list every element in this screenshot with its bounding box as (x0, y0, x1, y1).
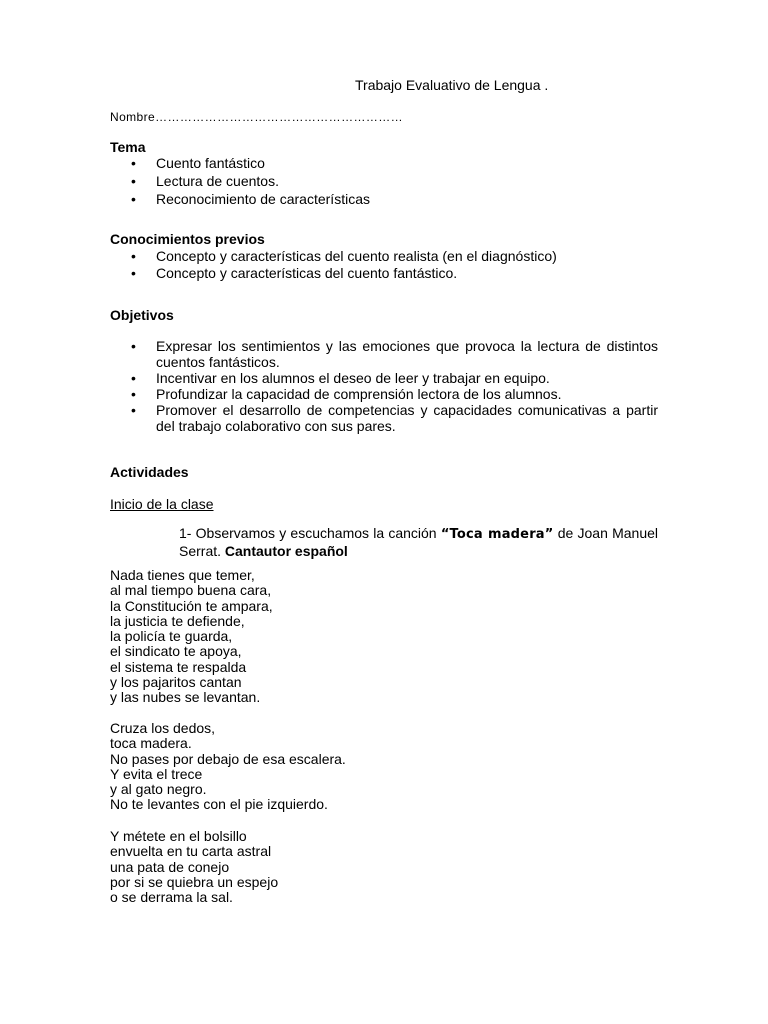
list-item: • Reconocimiento de características (131, 191, 370, 207)
lyrics-stanza-2 (110, 721, 346, 813)
song-title: “Toca madera” (440, 527, 554, 542)
lyric-line: toca madera. (110, 735, 192, 752)
lyrics-stanza-3 (110, 829, 278, 905)
objetivos-heading: Objetivos (110, 307, 174, 323)
activity-1: 1- Observamos y escuchamos la canción “Toca madera” de Joan Manuel Serrat. Cantautor español (179, 525, 659, 559)
bullet-icon: • (131, 386, 136, 402)
lyric-line: No pases por debajo de esa escalera. (110, 750, 346, 767)
lyric-line: y los pajaritos cantan (110, 674, 242, 691)
lyric-line: y al gato negro. (110, 781, 207, 798)
lyric-line: envuelta en tu carta astral (110, 843, 272, 860)
document-title: Trabajo Evaluativo de Lengua . (355, 77, 549, 93)
bullet-icon: • (131, 248, 136, 264)
lyric-line: por si se quiebra un espejo (110, 873, 279, 890)
lyric-line: la policía te guarda, (110, 628, 233, 645)
cantautor-label: Cantautor español (224, 543, 348, 559)
objetivos-list (110, 338, 658, 434)
bullet-icon: • (131, 173, 136, 189)
lyric-line: Y métete en el bolsillo (110, 828, 247, 844)
lyric-line: Nada tienes que temer, (110, 567, 255, 583)
bullet-icon: • (131, 370, 136, 386)
lyric-line: o se derrama la sal. (110, 889, 233, 906)
list-item: • Concepto y características del cuento realista (en el diagnóstico) (131, 248, 557, 264)
lyric-line: y las nubes se levantan. (110, 689, 261, 706)
lyric-line: la justicia te defiende, (110, 612, 245, 629)
list-item: • Lectura de cuentos. (131, 173, 279, 189)
bullet-icon: • (131, 265, 136, 281)
list-item: • Expresar los sentimientos y las emociones que provoca la lectura de distintos cuentos fantásticos. (131, 338, 658, 370)
bullet-icon: • (131, 191, 136, 207)
lyric-line: el sistema te respalda (110, 658, 247, 675)
list-item: • Incentivar en los alumnos el deseo de leer y trabajar en equipo. (131, 370, 550, 386)
lyric-line: el sindicato te apoya, (110, 643, 242, 660)
tema-heading: Tema (110, 139, 146, 155)
bullet-icon: • (131, 402, 136, 418)
lyric-line: Y evita el trece (110, 765, 203, 782)
lyric-line: al mal tiempo buena cara, (110, 582, 272, 599)
list-item: • Profundizar la capacidad de comprensión lectora de los alumnos. (131, 386, 562, 402)
name-line: Nombre…………………………………………………… (110, 110, 404, 124)
list-item: • Promover el desarrollo de competencias y capacidades comunicativas a partir del trabajo colaborativo con sus pares. (131, 402, 658, 434)
bullet-icon: • (131, 338, 136, 354)
lyric-line: No te levantes con el pie izquierdo. (110, 796, 328, 813)
list-item: • Concepto y características del cuento fantástico. (131, 265, 458, 281)
conocimientos-heading: Conocimientos previos (110, 231, 265, 247)
conocimientos-list (110, 248, 658, 281)
tema-list (110, 155, 658, 207)
inicio-subheading: Inicio de la clase (110, 496, 214, 512)
lyrics-stanza-1 (110, 568, 273, 706)
lyric-line: la Constitución te ampara, (110, 597, 273, 614)
list-item: • Cuento fantástico (131, 155, 265, 171)
actividades-heading: Actividades (110, 464, 189, 480)
bullet-icon: • (131, 155, 136, 171)
lyric-line: Cruza los dedos, (110, 720, 216, 736)
lyric-line: una pata de conejo (110, 858, 230, 875)
